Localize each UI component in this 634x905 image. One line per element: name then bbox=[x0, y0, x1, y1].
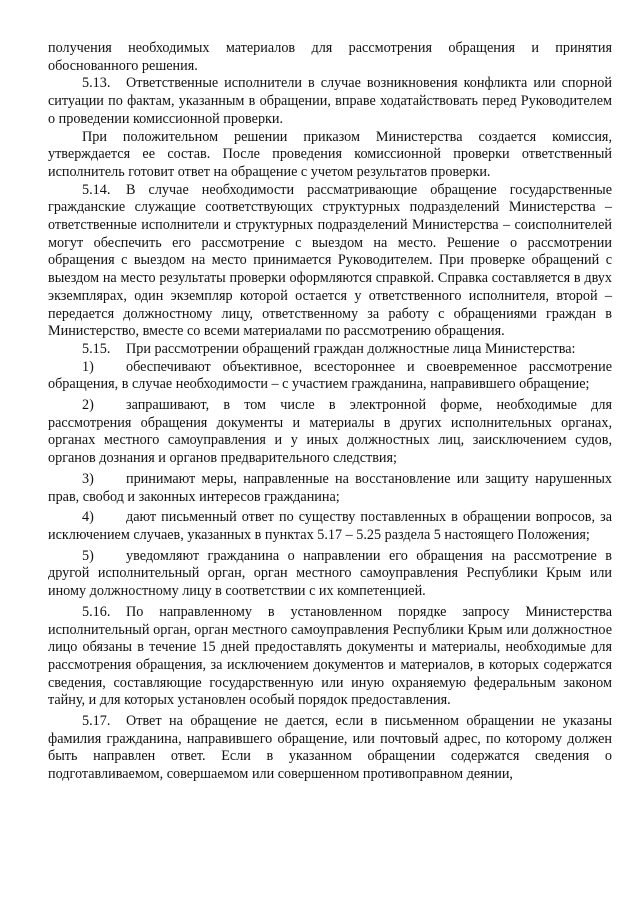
paragraph-text: При положительном решении приказом Министерства создается комиссия, утверждается ее состав. После проведения комиссионной проверки ответственный исполнитель готовит ответ на обращение с учетом результатов проверки. bbox=[48, 128, 612, 180]
paragraph bbox=[48, 75, 612, 128]
paragraph-text: уведомляют гражданина о направлении его обращения на рассмотрение в другой исполнительный орган, орган местного самоуправления Республики Крым или иному должностному лицу в соответствии с их компетенцией. bbox=[48, 547, 612, 600]
paragraph-text: Ответ на обращение не дается, если в письменном обращении не указаны фамилия гражданина, направившего обращение, или почтовый адрес, по которому должен быть направлен ответ. Если в указанном обращении содержатся сведения о подготавливаемом, совершаемом или совершенном противоправном деянии, bbox=[48, 713, 612, 783]
document-page bbox=[48, 40, 612, 784]
paragraph bbox=[48, 129, 612, 182]
paragraph-number: 5.17. bbox=[82, 713, 111, 730]
paragraph-text: принимают меры, направленные на восстановление или защиту нарушенных прав, свобод и законных интересов гражданина; bbox=[48, 470, 612, 505]
paragraph-number: 5.13. bbox=[82, 75, 111, 92]
paragraph bbox=[48, 471, 612, 506]
paragraph bbox=[48, 548, 612, 601]
paragraph-text: При рассмотрении обращений граждан должностные лица Министерства: bbox=[126, 340, 576, 357]
paragraph bbox=[48, 397, 612, 468]
paragraph bbox=[48, 359, 612, 394]
paragraph bbox=[48, 40, 612, 75]
paragraph-number: 5.15. bbox=[82, 340, 111, 357]
paragraph-number: 5.16. bbox=[82, 603, 111, 620]
paragraph-text: получения необходимых материалов для рассмотрения обращения и принятия обоснованного решения. bbox=[48, 40, 612, 74]
paragraph-text: В случае необходимости рассматривающие обращение государственные гражданские служащие соответствующих структурных подразделений Министерства – ответственные исполнители и структурных подразделений Министерства – соисполнителей могут обеспечить его рассмотрение с выездом на место. Решение о рассмотрении обращения с выездом на место принимается Руководителем. При проверке обращений с выездом на место результаты проверки оформляются справкой. Справка составляется в двух экземплярах, один экземпляр которой остается у ответственного исполнителя, второй – передается должностному лицу, ответственному за работу с обращениями граждан в Министерство, вместе со всеми материалами по рассмотрению обращения. bbox=[48, 181, 612, 340]
paragraph bbox=[48, 509, 612, 544]
paragraph-text: Ответственные исполнители в случае возникновения конфликта или спорной ситуации по фактам, указанным в обращении, вправе ходатайствовать перед Руководителем о проведении комиссионной проверки. bbox=[48, 75, 612, 127]
paragraph-number: 4) bbox=[82, 509, 94, 526]
paragraph-text: запрашивают, в том числе в электронной форме, необходимые для рассмотрения обращения документы и материалы в других исполнительных органах, органах местного самоуправления и у иных должностных лиц, заисключением судов, органов дознания и органов предварительного следствия; bbox=[48, 397, 612, 467]
paragraph bbox=[48, 182, 612, 341]
paragraph-text: По направленному в установленном порядке запросу Министерства исполнительный орган, орган местного самоуправления Республики Крым или должностное лицо обязаны в течение 15 дней предоставлять документы и материалы, необходимые для рассмотрения обращения, за исключением документов и материалов, в которых содержатся сведения, составляющие государственную или иную охраняемую федеральным законом тайну, и для которых установлен особый порядок предоставления. bbox=[48, 603, 612, 709]
paragraph-text: обеспечивают объективное, всестороннее и своевременное рассмотрение обращения, в случае необходимости – с участием гражданина, направившего обращение; bbox=[48, 358, 612, 393]
paragraph-number: 5.14. bbox=[82, 181, 111, 198]
paragraph bbox=[48, 713, 612, 784]
paragraph-number: 3) bbox=[82, 470, 94, 487]
paragraph-number: 1) bbox=[82, 358, 94, 375]
paragraph-text: дают письменный ответ по существу поставленных в обращении вопросов, за исключением случаев, указанных в пунктах 5.17 – 5.25 раздела 5 настоящего Положения; bbox=[48, 509, 612, 543]
paragraph bbox=[48, 341, 612, 359]
paragraph-number: 5) bbox=[82, 547, 94, 564]
paragraph-number: 2) bbox=[82, 397, 94, 414]
paragraph bbox=[48, 604, 612, 710]
